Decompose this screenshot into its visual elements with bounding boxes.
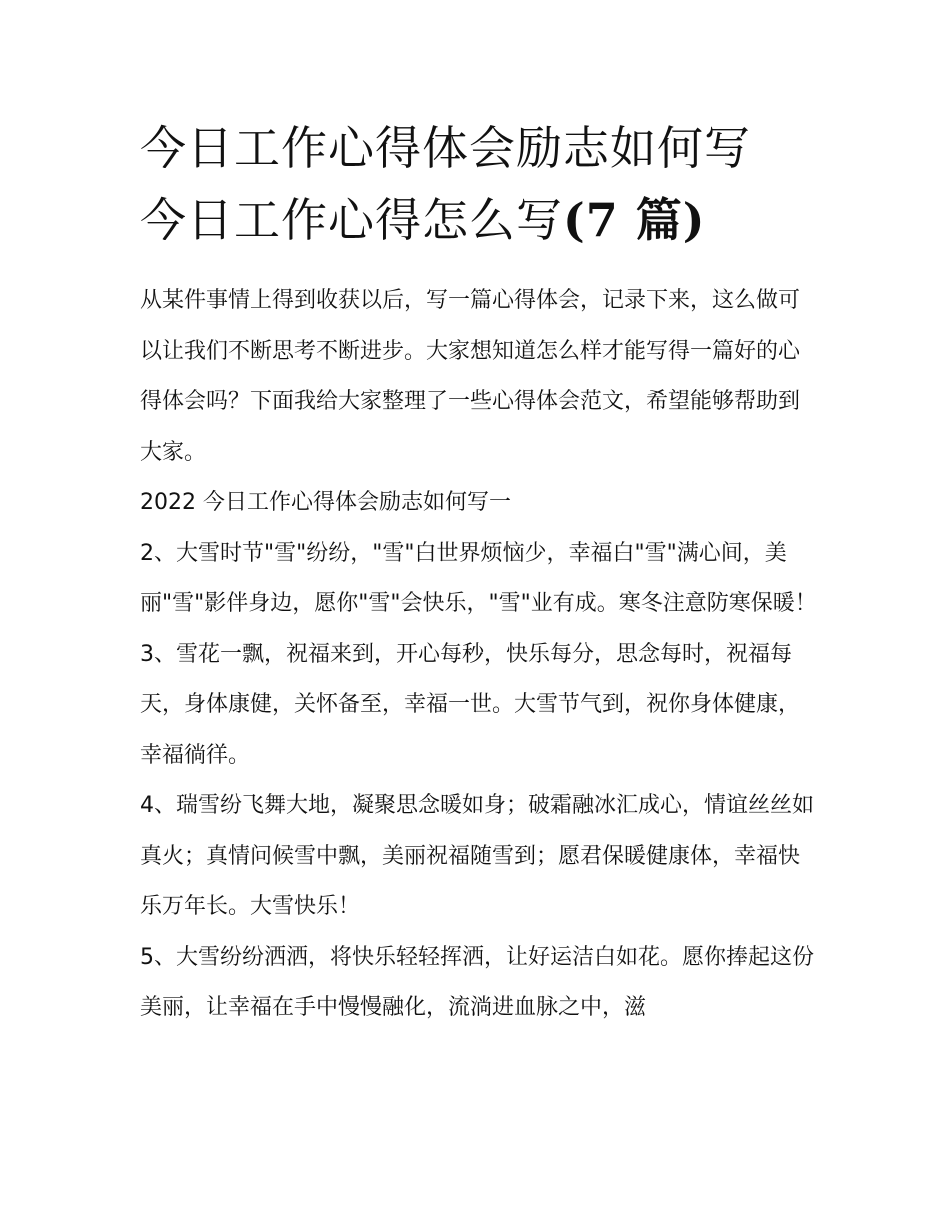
document-body xyxy=(140,276,820,1034)
title-line-1: 今日工作心得体会励志如何写 xyxy=(140,121,751,175)
title-suffix: (7 篇) xyxy=(563,193,706,247)
intro-paragraph: 从某件事情上得到收获以后，写一篇心得体会，记录下来，这么做可以让我们不断思考不断进步。大家想知道怎么样才能写得一篇好的心得体会吗？下面我给大家整理了一些心得体会范文，希望能够帮助到大家。 xyxy=(140,288,801,465)
list-item-2: 2、大雪时节"雪"纷纷，"雪"白世界烦恼少，幸福白"雪"满心间，美丽"雪"影伴身边，愿你"雪"会快乐，"雪"业有成。寒冬注意防寒保暖！ xyxy=(140,540,817,616)
list-item-4: 4、瑞雪纷飞舞大地，凝聚思念暖如身；破霜融冰汇成心，情谊丝丝如真火；真情问候雪中飘，美丽祝福随雪到；愿君保暖健康体，幸福快乐万年长。大雪快乐！ xyxy=(140,793,814,919)
list-item-5: 5、大雪纷纷洒洒，将快乐轻轻挥洒，让好运洁白如花。愿你捧起这份美丽，让幸福在手中慢慢融化，流淌进血脉之中，滋 xyxy=(140,944,814,1020)
section-heading: 2022 今日工作心得体会励志如何写一 xyxy=(140,490,511,515)
list-item-3: 3、雪花一飘，祝福来到，开心每秒，快乐每分，思念每时，祝福每天，身体康健，关怀备至，幸福一世。大雪节气到，祝你身体健康，幸福徜徉。 xyxy=(140,641,801,768)
title-line-2: 今日工作心得怎么写 xyxy=(140,193,563,247)
document-title xyxy=(140,112,820,256)
